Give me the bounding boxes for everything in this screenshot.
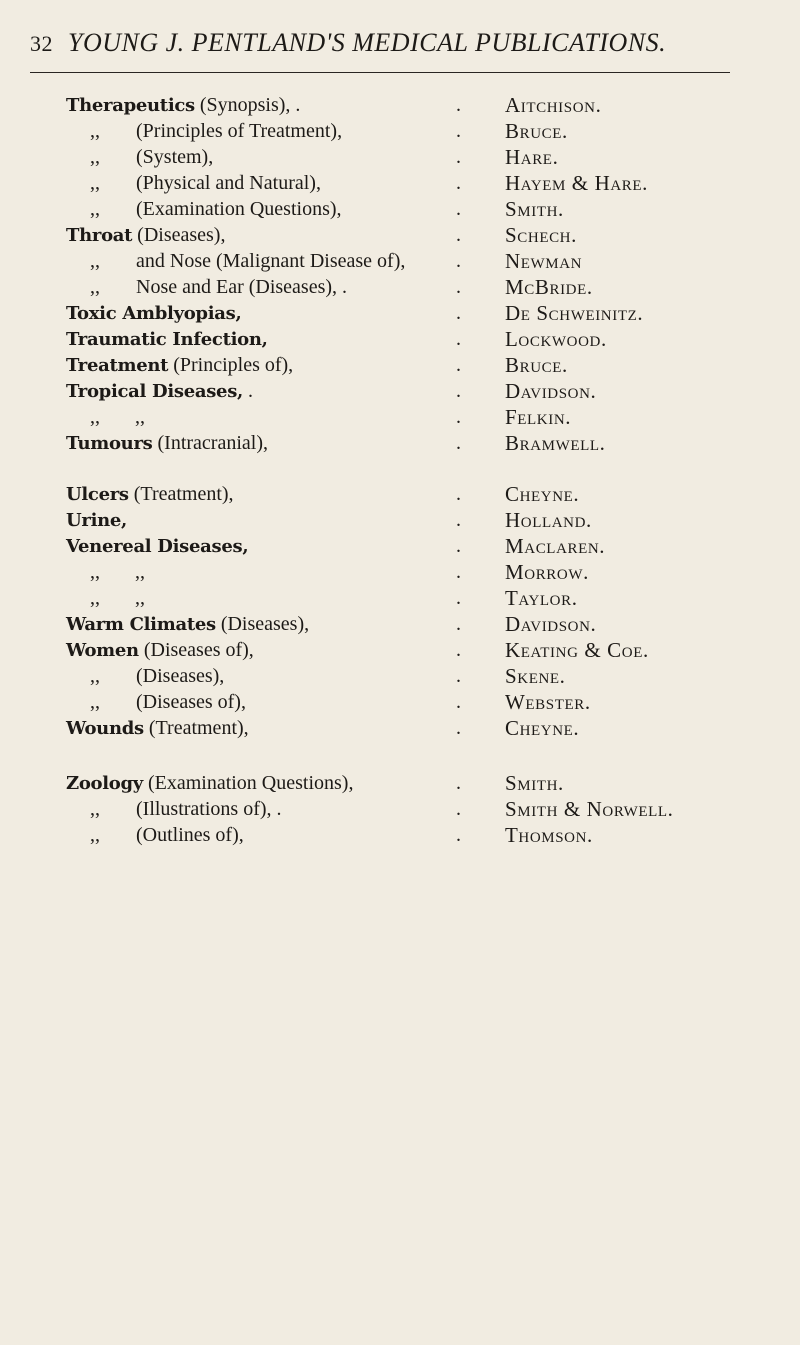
entry-title: [90, 689, 246, 715]
list-item: [0, 144, 800, 170]
ditto-mark: ,,: [90, 250, 100, 272]
entry-author: De Schweinitz.: [505, 301, 644, 325]
entry-subject: Tumours: [66, 433, 153, 454]
leader-dot: .: [456, 717, 461, 739]
list-item: [0, 715, 800, 741]
entry-detail: (Diseases of),: [136, 691, 246, 713]
ditto-mark: ,,: [90, 691, 100, 713]
entry-detail: (Intracranial),: [152, 432, 268, 454]
entry-detail: (Illustrations of), .: [136, 798, 282, 820]
entry-title: [90, 196, 342, 222]
entry-detail: (Diseases of),: [138, 639, 254, 661]
list-item: [0, 196, 800, 222]
list-item: [0, 481, 800, 507]
list-item: [0, 533, 800, 559]
entry-subject: Ulcers: [66, 484, 129, 505]
ditto-mark: ,,: [90, 798, 100, 820]
entry-title: [66, 611, 309, 638]
entry-detail: (Treatment),: [143, 717, 249, 739]
entry-title: [66, 378, 253, 405]
entry-author: Smith.: [505, 197, 564, 221]
entry-title: [66, 533, 248, 560]
page-number: 32: [30, 31, 53, 56]
entry-subject: Toxic Amblyopias,: [66, 303, 242, 324]
entry-title: [90, 822, 244, 848]
entry-author: Smith & Norwell.: [505, 797, 674, 821]
entry-author: Newman: [505, 249, 583, 273]
leader-dot: .: [456, 172, 461, 194]
entry-title: [90, 248, 405, 274]
entry-detail: (Outlines of),: [136, 824, 244, 846]
list-item: [0, 689, 800, 715]
leader-dot: .: [456, 146, 461, 168]
entry-author: Keating & Coe.: [505, 638, 649, 662]
list-item: [0, 585, 800, 611]
entry-title: [90, 144, 213, 170]
entry-subject: Traumatic Infection,: [66, 329, 268, 350]
entry-subject: Therapeutics: [66, 95, 195, 116]
entry-author: Hayem & Hare.: [505, 171, 649, 195]
list-item: [0, 92, 800, 118]
entry-detail: (Synopsis), .: [194, 94, 301, 116]
leader-dot: .: [456, 432, 461, 454]
leader-dot: .: [456, 406, 461, 428]
entry-author: Aitchison.: [505, 93, 602, 117]
leader-dot: .: [456, 535, 461, 557]
leader-dot: .: [456, 224, 461, 246]
entry-detail: (Examination Questions),: [136, 198, 342, 220]
leader-dot: .: [456, 380, 461, 402]
leader-dot: .: [456, 613, 461, 635]
ditto-mark: ,, ,,: [90, 587, 145, 609]
entry-subject: Wounds: [66, 718, 144, 739]
entry-author: Bramwell.: [505, 431, 606, 455]
list-item: [0, 822, 800, 848]
list-item: [0, 274, 800, 300]
entry-title: [66, 222, 225, 249]
entry-title: [90, 404, 145, 430]
entry-title: [66, 637, 254, 664]
leader-dot: .: [456, 798, 461, 820]
entry-detail: (Treatment),: [128, 483, 234, 505]
entry-title: [66, 507, 127, 534]
list-item: [0, 663, 800, 689]
entry-author: Davidson.: [505, 379, 597, 403]
entry-detail: (Physical and Natural),: [136, 172, 321, 194]
entry-subject: Zoology: [66, 773, 143, 794]
ditto-mark: ,,: [90, 276, 100, 298]
leader-dot: .: [456, 250, 461, 272]
entry-author: Smith.: [505, 771, 564, 795]
entry-title: [90, 585, 145, 611]
entry-author: Maclaren.: [505, 534, 606, 558]
entry-title: [90, 118, 342, 144]
entry-author: Thomson.: [505, 823, 593, 847]
entry-title: [66, 326, 268, 353]
list-item: [0, 637, 800, 663]
list-item: [0, 507, 800, 533]
entry-subject: Venereal Diseases,: [66, 536, 249, 557]
entry-author: Skene.: [505, 664, 566, 688]
leader-dot: .: [456, 561, 461, 583]
entry-title: [66, 300, 241, 327]
list-item: [0, 430, 800, 456]
entry-title: [66, 715, 249, 742]
entry-subject: Throat: [66, 225, 133, 246]
running-header: [30, 28, 770, 58]
list-item: [0, 118, 800, 144]
entry-detail: (System),: [136, 146, 214, 168]
entry-subject: Warm Climates: [66, 614, 216, 635]
list-item: [0, 378, 800, 404]
entry-author: Webster.: [505, 690, 591, 714]
ditto-mark: ,,: [90, 198, 100, 220]
ditto-mark: ,,: [90, 665, 100, 687]
entry-title: [66, 430, 268, 457]
entry-author: Davidson.: [505, 612, 597, 636]
entry-detail: Nose and Ear (Diseases), .: [136, 276, 348, 298]
list-item: [0, 300, 800, 326]
entry-detail: .: [243, 380, 254, 402]
list-item: [0, 170, 800, 196]
entry-author: McBride.: [505, 275, 593, 299]
leader-dot: .: [456, 328, 461, 350]
entry-detail: (Principles of),: [168, 354, 294, 376]
leader-dot: .: [456, 665, 461, 687]
ditto-mark: ,, ,,: [90, 561, 145, 583]
leader-dot: .: [456, 276, 461, 298]
entry-title: [90, 663, 224, 689]
ditto-mark: ,, ,,: [90, 406, 145, 428]
entry-detail: (Diseases),: [132, 224, 226, 246]
entry-author: Felkin.: [505, 405, 572, 429]
list-item: [0, 248, 800, 274]
entry-detail: (Diseases),: [215, 613, 310, 635]
entry-author: Holland.: [505, 508, 592, 532]
leader-dot: .: [456, 509, 461, 531]
list-item: [0, 326, 800, 352]
entry-subject: Treatment: [66, 355, 169, 376]
leader-dot: .: [456, 198, 461, 220]
entry-detail: (Diseases),: [136, 665, 225, 687]
entry-author: Hare.: [505, 145, 559, 169]
leader-dot: .: [456, 691, 461, 713]
entry-subject: Urine,: [66, 510, 128, 531]
entry-subject: Women: [66, 640, 139, 661]
entry-author: Cheyne.: [505, 482, 580, 506]
list-item: [0, 796, 800, 822]
entry-detail: (Principles of Treatment),: [136, 120, 343, 142]
entry-title: [66, 352, 293, 379]
leader-dot: .: [456, 587, 461, 609]
entry-title: [66, 770, 353, 797]
entry-title: [90, 274, 347, 300]
leader-dot: .: [456, 120, 461, 142]
leader-dot: .: [456, 772, 461, 794]
list-item: [0, 559, 800, 585]
list-item: [0, 770, 800, 796]
entry-subject: Tropical Diseases,: [66, 381, 244, 402]
entry-title: [90, 559, 145, 585]
leader-dot: .: [456, 483, 461, 505]
entry-detail: and Nose (Malignant Disease of),: [136, 250, 406, 272]
leader-dot: .: [456, 94, 461, 116]
entry-author: Morrow.: [505, 560, 589, 584]
list-item: [0, 222, 800, 248]
leader-dot: .: [456, 354, 461, 376]
list-item: [0, 611, 800, 637]
entry-author: Taylor.: [505, 586, 578, 610]
list-item: [0, 352, 800, 378]
leader-dot: .: [456, 639, 461, 661]
leader-dot: .: [456, 824, 461, 846]
leader-dot: .: [456, 302, 461, 324]
entry-author: Cheyne.: [505, 716, 580, 740]
ditto-mark: ,,: [90, 172, 100, 194]
ditto-mark: ,,: [90, 146, 100, 168]
list-item: [0, 404, 800, 430]
entry-author: Bruce.: [505, 353, 568, 377]
ditto-mark: ,,: [90, 120, 100, 142]
entry-title: [90, 796, 282, 822]
entry-author: Bruce.: [505, 119, 568, 143]
entry-title: [90, 170, 321, 196]
entry-detail: (Examination Questions),: [142, 772, 354, 794]
ditto-mark: ,,: [90, 824, 100, 846]
entry-title: [66, 481, 234, 508]
entry-title: [66, 92, 300, 119]
header-title: YOUNG J. PENTLAND'S MEDICAL PUBLICATIONS.: [68, 28, 667, 57]
header-rule: [30, 72, 730, 73]
entry-author: Schech.: [505, 223, 577, 247]
entry-author: Lockwood.: [505, 327, 607, 351]
